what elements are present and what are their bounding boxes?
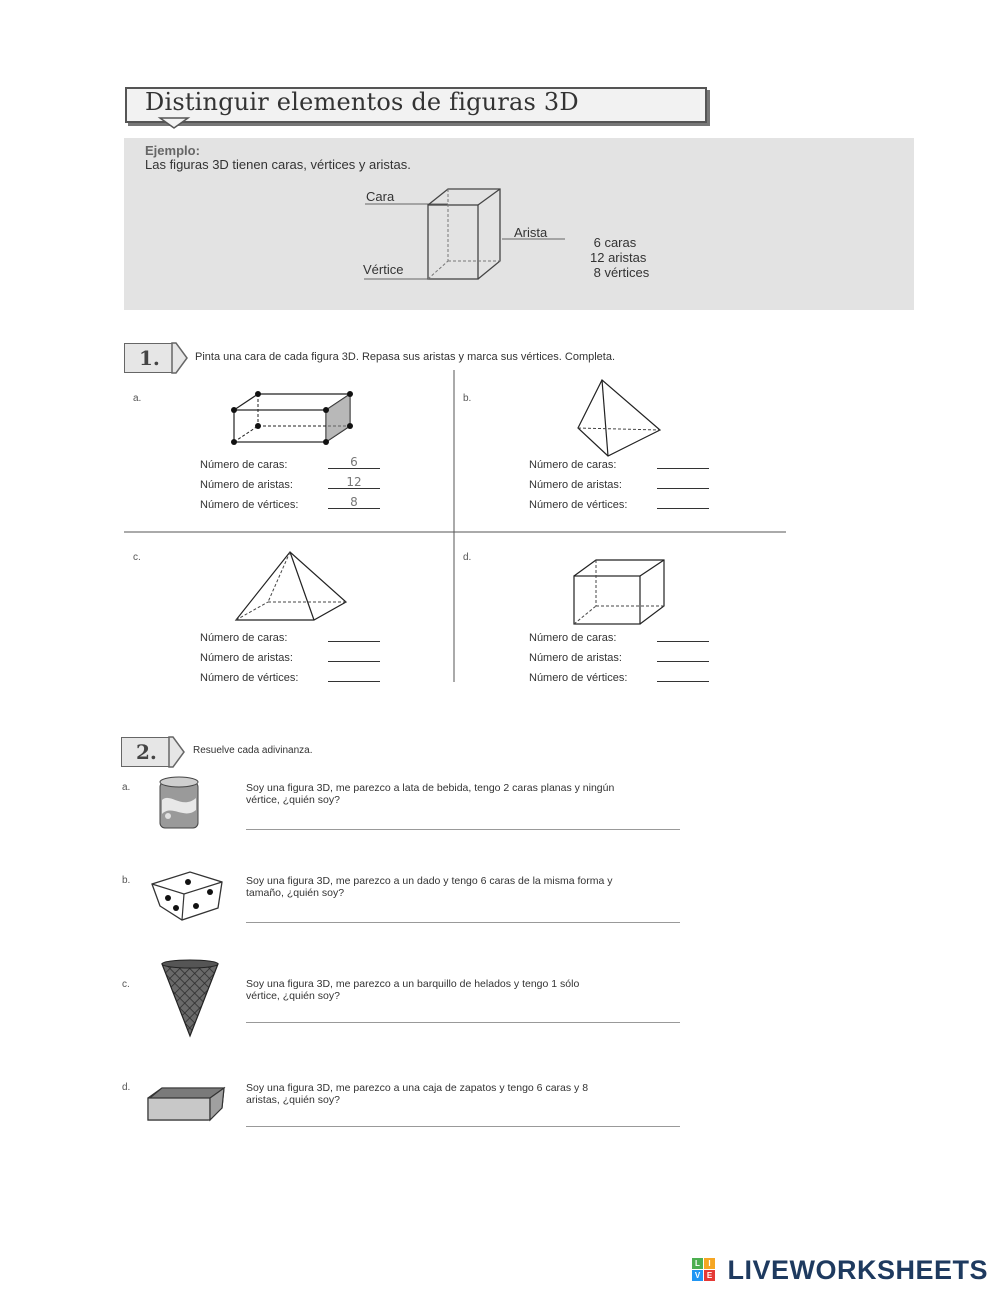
example-text: Las figuras 3D tienen caras, vértices y aristas. xyxy=(145,157,411,172)
logo-tile-e: E xyxy=(704,1270,715,1281)
tetrahedron-figure-b xyxy=(574,378,666,460)
item-c-aristas-input[interactable] xyxy=(328,649,380,662)
item-a-caras-label: Número de caras: xyxy=(200,459,288,471)
riddle-c-letter: c. xyxy=(122,979,130,990)
riddle-d-letter: d. xyxy=(122,1082,131,1093)
can-image xyxy=(158,776,202,832)
logo-tile-l: L xyxy=(692,1258,703,1269)
riddle-d-answer-line[interactable] xyxy=(246,1125,680,1127)
riddle-b-line1: Soy una figura 3D, me parezco a un dado y tengo 6 caras de la misma forma y xyxy=(246,875,613,887)
item-b-letter: b. xyxy=(463,393,472,404)
item-d-caras-input[interactable] xyxy=(657,629,709,642)
count-aristas: 12 aristas xyxy=(590,250,647,265)
item-d-vertices-label: Número de vértices: xyxy=(529,672,628,684)
item-a-vertices-input[interactable]: 8 xyxy=(328,496,380,509)
logo-tile-i: I xyxy=(704,1258,715,1269)
item-c-caras-input[interactable] xyxy=(328,629,380,642)
pyramid-figure-c xyxy=(234,550,350,624)
riddle-b-text xyxy=(246,875,716,899)
example-counts xyxy=(590,235,649,280)
item-a-aristas-input[interactable]: 12 xyxy=(328,476,380,489)
item-b-aristas-label: Número de aristas: xyxy=(529,479,622,491)
example-prism-figure xyxy=(360,185,570,285)
exercise2-tag-arrow xyxy=(169,737,185,768)
riddle-c-line2: vértice, ¿quién soy? xyxy=(246,990,340,1002)
riddle-d-line2: aristas, ¿quién soy? xyxy=(246,1094,340,1106)
item-d-aristas-input[interactable] xyxy=(657,649,709,662)
liveworksheets-logo-icon xyxy=(692,1258,716,1282)
item-b-aristas-input[interactable] xyxy=(657,476,709,489)
riddle-a-text xyxy=(246,782,716,806)
riddle-b-letter: b. xyxy=(122,875,131,886)
item-d-aristas-label: Número de aristas: xyxy=(529,652,622,664)
example-arista-label: Arista xyxy=(514,225,548,240)
riddle-a-letter: a. xyxy=(122,782,131,793)
item-d-letter: d. xyxy=(463,552,472,563)
item-a-caras-input[interactable]: 6 xyxy=(328,456,380,469)
item-c-caras-label: Número de caras: xyxy=(200,632,288,644)
box-image xyxy=(146,1086,226,1122)
example-vertice-label: Vértice xyxy=(363,262,404,277)
exercise2-instruction: Resuelve cada adivinanza. xyxy=(193,745,313,756)
riddle-d-line1: Soy una figura 3D, me parezco a una caja de zapatos y tengo 6 caras y 8 xyxy=(246,1082,589,1094)
riddle-c-text xyxy=(246,978,716,1002)
page-title: Distinguir elementos de figuras 3D xyxy=(145,88,579,116)
item-a-vertices-label: Número de vértices: xyxy=(200,499,299,511)
item-b-vertices-label: Número de vértices: xyxy=(529,499,628,511)
item-c-vertices-label: Número de vértices: xyxy=(200,672,299,684)
example-cara-label: Cara xyxy=(366,189,395,204)
item-b-caras-input[interactable] xyxy=(657,456,709,469)
example-label: Ejemplo: xyxy=(145,143,200,158)
riddle-b-line2: tamaño, ¿quién soy? xyxy=(246,887,345,899)
item-a-letter: a. xyxy=(133,393,142,404)
exercise1-instruction: Pinta una cara de cada figura 3D. Repasa sus aristas y marca sus vértices. Completa. xyxy=(195,351,616,363)
item-c-aristas-label: Número de aristas: xyxy=(200,652,293,664)
riddle-a-line1: Soy una figura 3D, me parezco a lata de bebida, tengo 2 caras planas y ningún xyxy=(246,782,615,794)
logo-tile-v: V xyxy=(692,1270,703,1281)
exercise1-tag: 1. xyxy=(124,343,175,373)
item-c-vertices-input[interactable] xyxy=(328,669,380,682)
count-caras: 6 caras xyxy=(590,235,637,250)
item-d-vertices-input[interactable] xyxy=(657,669,709,682)
item-a-aristas-label: Número de aristas: xyxy=(200,479,293,491)
die-image xyxy=(148,862,228,922)
cube-figure-d xyxy=(572,558,668,626)
liveworksheets-brand[interactable]: LIVEWORKSHEETS xyxy=(727,1255,988,1285)
cone-image xyxy=(160,958,222,1038)
prism-figure-a xyxy=(228,390,358,450)
riddle-a-answer-line[interactable] xyxy=(246,828,680,830)
item-c-letter: c. xyxy=(133,552,141,563)
riddle-c-line1: Soy una figura 3D, me parezco a un barquillo de helados y tengo 1 sólo xyxy=(246,978,580,990)
exercise2-tag: 2. xyxy=(121,737,172,767)
item-b-caras-label: Número de caras: xyxy=(529,459,617,471)
item-d-caras-label: Número de caras: xyxy=(529,632,617,644)
riddle-b-answer-line[interactable] xyxy=(246,921,680,923)
riddle-c-answer-line[interactable] xyxy=(246,1021,680,1023)
item-b-vertices-input[interactable] xyxy=(657,496,709,509)
title-pointer xyxy=(160,118,200,130)
riddle-a-line2: vértice, ¿quién soy? xyxy=(246,794,340,806)
count-vertices: 8 vértices xyxy=(590,265,650,280)
riddle-d-text xyxy=(246,1082,716,1106)
